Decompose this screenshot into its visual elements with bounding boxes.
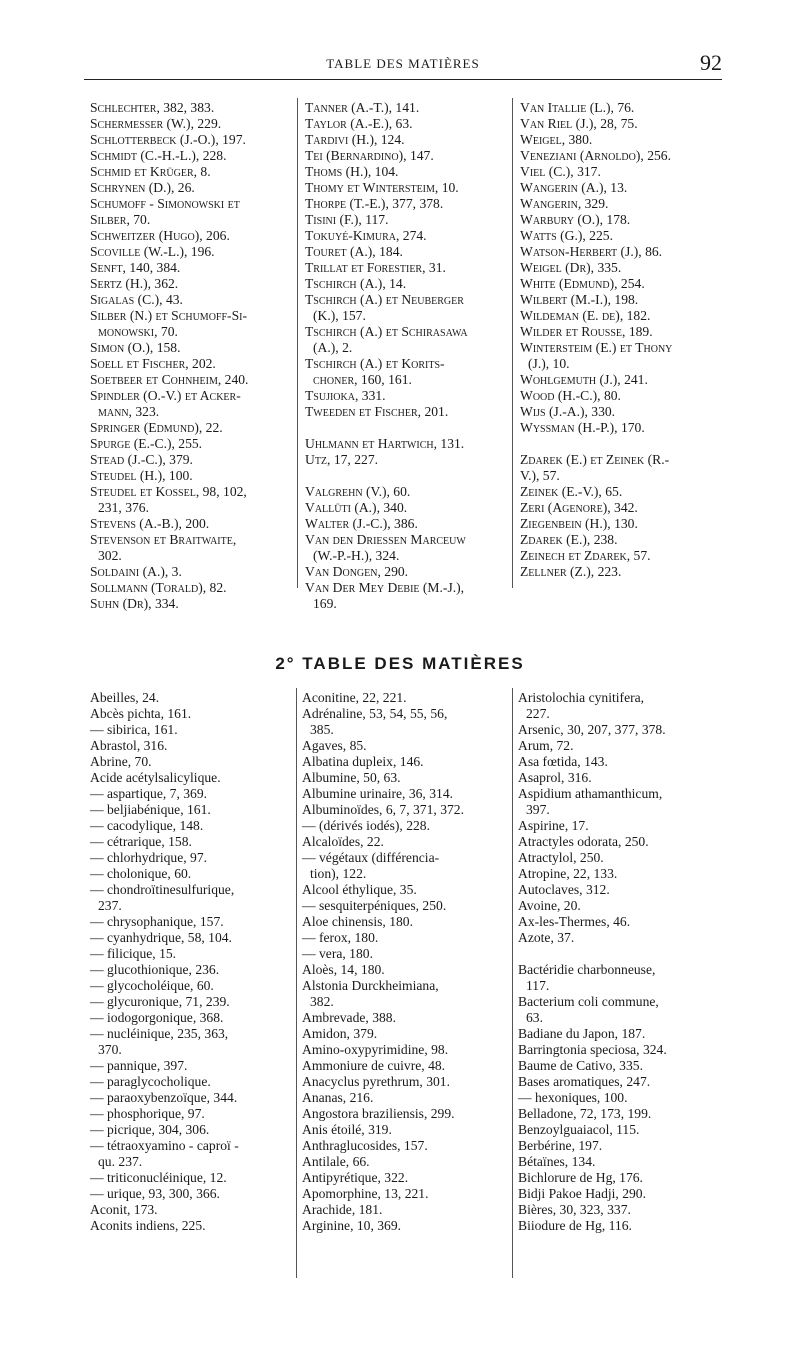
index-entry: — cyanhydrique, 58, 104. (90, 930, 232, 945)
author-index-column-3 (520, 100, 720, 580)
index-entry: Bacterium coli commune, (518, 994, 659, 1009)
index-entry: Zeri (Agenore), 342. (520, 500, 638, 515)
index-entry: Schmid et Krüger, 8. (90, 164, 211, 179)
index-entry: Bichlorure de Hg, 176. (518, 1170, 643, 1185)
index-entry: — sibirica, 161. (90, 722, 178, 737)
index-entry: Aloe chinensis, 180. (302, 914, 414, 929)
index-entry: Aspidium athamanthicum, (518, 786, 663, 801)
index-entry: Albatina dupleix, 146. (302, 754, 424, 769)
index-entry: 63. (526, 1010, 543, 1025)
index-entry: Soldaini (A.), 3. (90, 564, 182, 579)
index-entry: Albumine urinaire, 36, 314. (302, 786, 454, 801)
index-entry: Adrénaline, 53, 54, 55, 56, (302, 706, 448, 721)
index-entry: Zellner (Z.), 223. (520, 564, 622, 579)
index-entry: Wangerin (A.), 13. (520, 180, 628, 195)
index-entry: Stevens (A.-B.), 200. (90, 516, 210, 531)
index-entry: Abcès pichta, 161. (90, 706, 192, 721)
index-entry: — pannique, 397. (90, 1058, 188, 1073)
index-entry: Van Der Mey Debie (M.-J.), (305, 580, 465, 595)
index-entry: V.), 57. (520, 468, 560, 483)
index-entry: Belladone, 72, 173, 199. (518, 1106, 652, 1121)
index-entry: Weigel, 380. (520, 132, 593, 147)
index-entry: Tokuyé-Kimura, 274. (305, 228, 427, 243)
subject-index-column-1 (90, 690, 290, 1234)
index-entry: Silber, 70. (90, 212, 151, 227)
index-entry: Zeinech et Zdarek, 57. (520, 548, 651, 563)
index-entry: — paraoxybenzoïque, 344. (90, 1090, 238, 1105)
index-entry: Antipyrétique, 322. (302, 1170, 409, 1185)
index-entry: (W.-P.-H.), 324. (313, 548, 400, 563)
index-entry: Amidon, 379. (302, 1026, 378, 1041)
index-entry: Aconit, 173. (90, 1202, 158, 1217)
index-entry: Ammoniure de cuivre, 48. (302, 1058, 446, 1073)
index-entry: Wilbert (M.-I.), 198. (520, 292, 639, 307)
index-entry: Suhn (Dr), 334. (90, 596, 179, 611)
column-divider (296, 688, 297, 1278)
index-entry: Utz, 17, 227. (305, 452, 379, 467)
index-entry: Ax-les-Thermes, 46. (518, 914, 631, 929)
author-index-column-2 (305, 100, 505, 612)
index-entry: — cholonique, 60. (90, 866, 192, 881)
index-entry: — triticonucléinique, 12. (90, 1170, 227, 1185)
index-entry: — glycuronique, 71, 239. (90, 994, 230, 1009)
index-entry: Tardivi (H.), 124. (305, 132, 405, 147)
index-entry: — tétraoxyamino - caproï - (90, 1138, 239, 1153)
index-entry: Atropine, 22, 133. (518, 866, 618, 881)
index-entry: (J.), 10. (528, 356, 570, 371)
index-entry: Van Riel (J.), 28, 75. (520, 116, 638, 131)
index-entry: Biiodure de Hg, 116. (518, 1218, 632, 1233)
index-entry: — paraglycocholique. (90, 1074, 211, 1089)
index-entry: Van den Driessen Marceuw (305, 532, 466, 547)
index-entry: Silber (N.) et Schumoff-Si- (90, 308, 247, 323)
index-entry: Wyssman (H.-P.), 170. (520, 420, 645, 435)
index-entry: Valgrehn (V.), 60. (305, 484, 411, 499)
index-entry: Berbérine, 197. (518, 1138, 603, 1153)
index-entry: Arginine, 10, 369. (302, 1218, 402, 1233)
index-entry: — vera, 180. (302, 946, 373, 961)
index-entry: Arum, 72. (518, 738, 574, 753)
index-entry: Alstonia Durckheimiana, (302, 978, 439, 993)
index-entry: Schermesser (W.), 229. (90, 116, 222, 131)
index-entry: Bases aromatiques, 247. (518, 1074, 651, 1089)
index-entry: 302. (98, 548, 122, 563)
index-entry: 117. (526, 978, 550, 993)
index-entry: Watts (G.), 225. (520, 228, 613, 243)
index-entry: Aristolochia cynitifera, (518, 690, 645, 705)
index-entry: Agaves, 85. (302, 738, 367, 753)
index-entry: Zdarek (E.) et Zeinek (R.- (520, 452, 670, 467)
index-entry: Viel (C.), 317. (520, 164, 601, 179)
index-entry: Albumine, 50, 63. (302, 770, 401, 785)
index-entry: Tanner (A.-T.), 141. (305, 100, 420, 115)
page-header (84, 50, 722, 80)
index-entry: Wintersteim (E.) et Thony (520, 340, 673, 355)
index-entry: — urique, 93, 300, 366. (90, 1186, 220, 1201)
index-entry: Benzoylguaiacol, 115. (518, 1122, 640, 1137)
index-entry: Badiane du Japon, 187. (518, 1026, 646, 1041)
index-entry: Baume de Cativo, 335. (518, 1058, 643, 1073)
index-entry: Arachide, 181. (302, 1202, 383, 1217)
index-entry: — glycocholéique, 60. (90, 978, 214, 993)
index-entry: Thomy et Wintersteim, 10. (305, 180, 459, 195)
index-entry: 237. (98, 898, 122, 913)
index-entry: (A.), 2. (313, 340, 353, 355)
index-entry: Anis étoilé, 319. (302, 1122, 392, 1137)
index-entry: White (Edmund), 254. (520, 276, 645, 291)
index-entry: choner, 160, 161. (313, 372, 412, 387)
index-entry: Tsujioka, 331. (305, 388, 386, 403)
index-entry: Aspirine, 17. (518, 818, 589, 833)
index-entry: Schlechter, 382, 383. (90, 100, 215, 115)
column-divider (297, 98, 298, 588)
index-entry: Schlotterbeck (J.-O.), 197. (90, 132, 246, 147)
index-entry: — chrysophanique, 157. (90, 914, 224, 929)
index-entry: Tschirch (A.) et Schirasawa (305, 324, 468, 339)
index-entry: Angostora braziliensis, 299. (302, 1106, 455, 1121)
index-entry: Bactéridie charbonneuse, (518, 962, 656, 977)
section-title: 2° TABLE DES MATIÈRES (275, 654, 525, 673)
index-entry: Trillat et Forestier, 31. (305, 260, 446, 275)
index-entry: Sigalas (C.), 43. (90, 292, 183, 307)
index-entry: — nucléinique, 235, 363, (90, 1026, 229, 1041)
page-number: 92 (700, 50, 722, 75)
index-entry: Asa fœtida, 143. (518, 754, 608, 769)
index-entry: Atractyles odorata, 250. (518, 834, 649, 849)
index-entry: Stevenson et Braitwaite, (90, 532, 237, 547)
index-entry: Tschirch (A.) et Korits- (305, 356, 445, 371)
index-entry: Azote, 37. (518, 930, 575, 945)
index-entry: Wijs (J.-A.), 330. (520, 404, 616, 419)
index-entry: monowski, 70. (98, 324, 178, 339)
index-entry: Touret (A.), 184. (305, 244, 403, 259)
index-entry: Springer (Edmund), 22. (90, 420, 223, 435)
index-entry: Soetbeer et Cohnheim, 240. (90, 372, 249, 387)
index-entry: Thoms (H.), 104. (305, 164, 399, 179)
index-entry: Barringtonia speciosa, 324. (518, 1042, 667, 1057)
index-entry: Acide acétylsalicylique. (90, 770, 221, 785)
index-entry: — végétaux (différencia- (302, 850, 440, 865)
index-entry: (K.), 157. (313, 308, 366, 323)
index-entry: Ananas, 216. (302, 1090, 374, 1105)
index-entry: Vallüti (A.), 340. (305, 500, 408, 515)
index-entry: Aloès, 14, 180. (302, 962, 385, 977)
index-entry: Wood (H.-C.), 80. (520, 388, 621, 403)
index-entry: — aspartique, 7, 369. (90, 786, 208, 801)
index-entry: Tschirch (A.), 14. (305, 276, 407, 291)
index-entry: — hexoniques, 100. (518, 1090, 628, 1105)
index-entry: Anthraglucosides, 157. (302, 1138, 428, 1153)
index-entry: Tei (Bernardino), 147. (305, 148, 434, 163)
index-entry: — filicique, 15. (90, 946, 177, 961)
index-entry: Steudel (H.), 100. (90, 468, 193, 483)
index-entry: — (dérivés iodés), 228. (302, 818, 430, 833)
index-entry: Bidji Pakoe Hadji, 290. (518, 1186, 646, 1201)
index-entry: — beljiabénique, 161. (90, 802, 211, 817)
index-entry: Stead (J.-C.), 379. (90, 452, 193, 467)
index-entry: Anacyclus pyrethrum, 301. (302, 1074, 450, 1089)
index-entry: Van Itallie (L.), 76. (520, 100, 635, 115)
index-entry: — sesquiterpéniques, 250. (302, 898, 447, 913)
index-entry: — chlorhydrique, 97. (90, 850, 208, 865)
index-entry: Schweitzer (Hugo), 206. (90, 228, 230, 243)
index-entry: Bétaïnes, 134. (518, 1154, 596, 1169)
index-entry: qu. 237. (98, 1154, 143, 1169)
index-entry: Schumoff - Simonowski et (90, 196, 240, 211)
index-entry: — cétrarique, 158. (90, 834, 192, 849)
index-entry: Schmidt (C.-H.-L.), 228. (90, 148, 227, 163)
index-entry: Spindler (O.-V.) et Acker- (90, 388, 241, 403)
entry-gap (305, 468, 505, 484)
index-entry: Antilale, 66. (302, 1154, 370, 1169)
index-entry: Tweeden et Fischer, 201. (305, 404, 449, 419)
subject-index-column-3 (518, 690, 728, 1234)
index-entry: — cacodylique, 148. (90, 818, 204, 833)
index-entry: Watson-Herbert (J.), 86. (520, 244, 663, 259)
index-entry: Abrastol, 316. (90, 738, 168, 753)
index-entry: Zeinek (E.-V.), 65. (520, 484, 623, 499)
index-entry: Taylor (A.-E.), 63. (305, 116, 413, 131)
index-entry: Warbury (O.), 178. (520, 212, 631, 227)
index-entry: mann, 323. (98, 404, 160, 419)
index-entry: Alcaloïdes, 22. (302, 834, 384, 849)
index-entry: Wangerin, 329. (520, 196, 609, 211)
index-entry: Avoine, 20. (518, 898, 581, 913)
index-entry: Tisini (F.), 117. (305, 212, 389, 227)
index-entry: Spurge (E.-C.), 255. (90, 436, 203, 451)
index-entry: Simon (O.), 158. (90, 340, 181, 355)
index-entry: Wildeman (E. de), 182. (520, 308, 651, 323)
index-entry: Soell et Fischer, 202. (90, 356, 216, 371)
index-entry: Autoclaves, 312. (518, 882, 610, 897)
subject-index-column-2 (302, 690, 510, 1234)
index-entry: Sollmann (Torald), 82. (90, 580, 227, 595)
index-entry: Weigel (Dr), 335. (520, 260, 622, 275)
index-entry: Abrine, 70. (90, 754, 152, 769)
index-entry: Schrynen (D.), 26. (90, 180, 195, 195)
index-entry: 231, 376. (98, 500, 149, 515)
running-title: TABLE DES MATIÈRES (326, 56, 480, 71)
column-divider (512, 688, 513, 1278)
index-entry: 385. (310, 722, 334, 737)
index-entry: — chondroïtinesulfurique, (90, 882, 235, 897)
index-entry: Tschirch (A.) et Neuberger (305, 292, 464, 307)
index-entry: Atractylol, 250. (518, 850, 604, 865)
index-entry: Albuminoïdes, 6, 7, 371, 372. (302, 802, 464, 817)
index-entry: 382. (310, 994, 334, 1009)
index-entry: Aconitine, 22, 221. (302, 690, 407, 705)
index-entry: Abeilles, 24. (90, 690, 160, 705)
index-entry: — picrique, 304, 306. (90, 1122, 210, 1137)
index-entry: Apomorphine, 13, 221. (302, 1186, 429, 1201)
index-entry: 227. (526, 706, 550, 721)
header-rule (84, 79, 722, 80)
index-entry: Amino-oxypyrimidine, 98. (302, 1042, 449, 1057)
index-entry: Zdarek (E.), 238. (520, 532, 618, 547)
entry-gap (518, 946, 728, 962)
index-entry: Van Dongen, 290. (305, 564, 409, 579)
index-entry: Ziegenbein (H.), 130. (520, 516, 638, 531)
index-entry: — glucothionique, 236. (90, 962, 220, 977)
index-entry: Veneziani (Arnoldo), 256. (520, 148, 671, 163)
author-index-column-1 (90, 100, 290, 612)
index-entry: — ferox, 180. (302, 930, 379, 945)
index-entry: Arsenic, 30, 207, 377, 378. (518, 722, 666, 737)
index-entry: 370. (98, 1042, 122, 1057)
index-entry: Wohlgemuth (J.), 241. (520, 372, 648, 387)
index-entry: Alcool éthylique, 35. (302, 882, 417, 897)
index-entry: Scoville (W.-L.), 196. (90, 244, 215, 259)
index-entry: Senft, 140, 384. (90, 260, 181, 275)
index-entry: — phosphorique, 97. (90, 1106, 205, 1121)
index-entry: Wilder et Rousse, 189. (520, 324, 653, 339)
index-entry: Bières, 30, 323, 337. (518, 1202, 631, 1217)
index-entry: 397. (526, 802, 550, 817)
index-entry: Sertz (H.), 362. (90, 276, 179, 291)
index-entry: Uhlmann et Hartwich, 131. (305, 436, 465, 451)
entry-gap (305, 420, 505, 436)
index-entry: Ambrevade, 388. (302, 1010, 396, 1025)
index-entry: Steudel et Kossel, 98, 102, (90, 484, 247, 499)
index-entry: tion), 122. (310, 866, 367, 881)
column-divider (512, 98, 513, 588)
index-entry: Walter (J.-C.), 386. (305, 516, 418, 531)
index-entry: Asaprol, 316. (518, 770, 592, 785)
index-entry: Thorpe (T.-E.), 377, 378. (305, 196, 444, 211)
index-entry: Aconits indiens, 225. (90, 1218, 206, 1233)
entry-gap (520, 436, 720, 452)
index-entry: — iodogorgonique, 368. (90, 1010, 224, 1025)
index-entry: 169. (313, 596, 337, 611)
